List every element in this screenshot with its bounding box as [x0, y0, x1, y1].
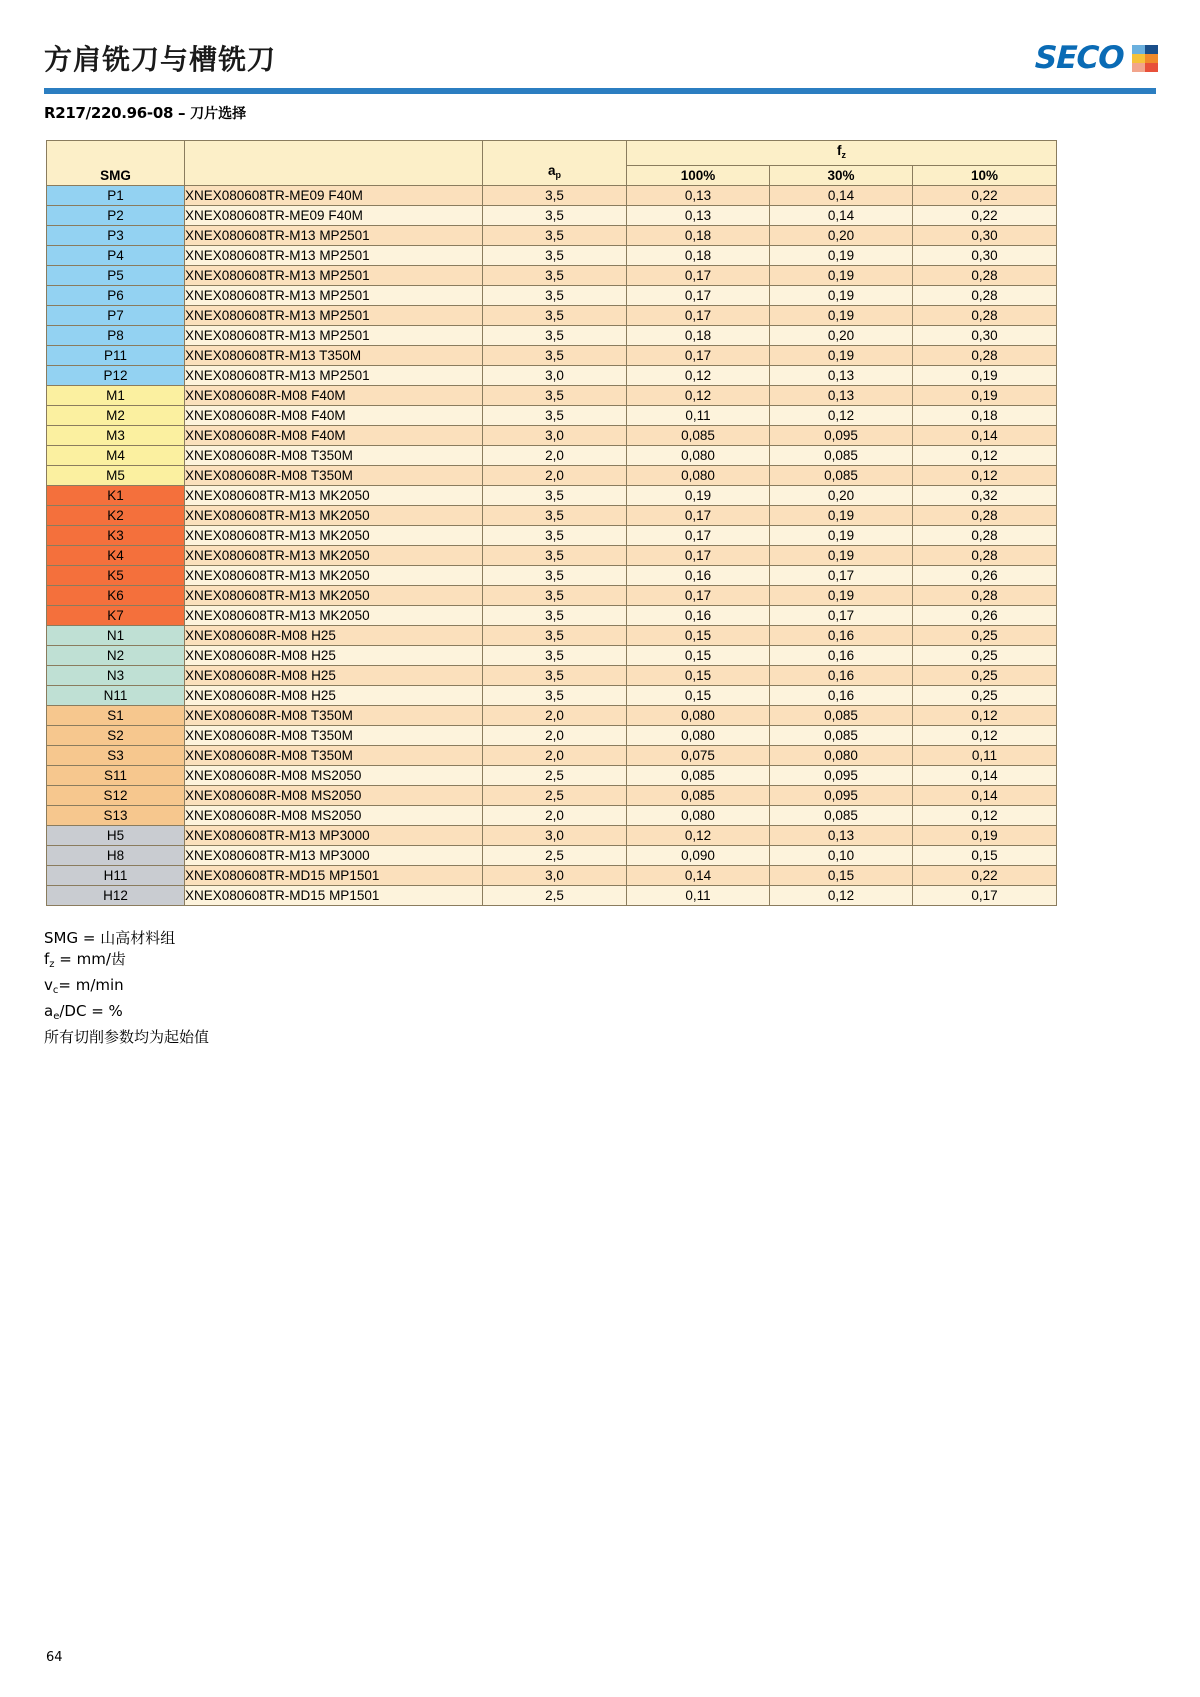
col-header-100pct: 100%	[627, 166, 770, 186]
cell-ap: 2,0	[483, 466, 627, 486]
cell-ap: 3,5	[483, 606, 627, 626]
cell-fz-10: 0,12	[913, 446, 1057, 466]
cell-fz-100: 0,18	[627, 326, 770, 346]
table-row	[47, 866, 1057, 886]
cell-smg: S13	[47, 806, 185, 826]
cell-ap: 2,0	[483, 726, 627, 746]
cell-fz-100: 0,11	[627, 406, 770, 426]
cell-designation: XNEX080608R-M08 T350M	[185, 746, 483, 766]
table-row	[47, 746, 1057, 766]
cell-smg: N11	[47, 686, 185, 706]
cell-fz-10: 0,12	[913, 726, 1057, 746]
cell-fz-10: 0,14	[913, 766, 1057, 786]
cell-fz-10: 0,25	[913, 666, 1057, 686]
cell-smg: M1	[47, 386, 185, 406]
cell-smg: P2	[47, 206, 185, 226]
insert-selection-table-wrap	[46, 140, 1056, 906]
cell-ap: 3,0	[483, 426, 627, 446]
cell-ap: 3,5	[483, 666, 627, 686]
cell-fz-30: 0,12	[770, 886, 913, 906]
cell-smg: N3	[47, 666, 185, 686]
cell-smg: N1	[47, 626, 185, 646]
cell-designation: XNEX080608R-M08 F40M	[185, 386, 483, 406]
cell-fz-10: 0,12	[913, 466, 1057, 486]
cell-designation: XNEX080608TR-M13 MK2050	[185, 566, 483, 586]
cell-fz-30: 0,085	[770, 446, 913, 466]
cell-fz-10: 0,19	[913, 826, 1057, 846]
cell-designation: XNEX080608TR-M13 MK2050	[185, 546, 483, 566]
cell-fz-100: 0,15	[627, 666, 770, 686]
cell-ap: 2,5	[483, 786, 627, 806]
cell-fz-30: 0,20	[770, 326, 913, 346]
cell-designation: XNEX080608TR-M13 T350M	[185, 346, 483, 366]
cell-ap: 3,5	[483, 486, 627, 506]
cell-fz-100: 0,080	[627, 806, 770, 826]
cell-ap: 3,0	[483, 826, 627, 846]
table-row	[47, 586, 1057, 606]
cell-fz-10: 0,22	[913, 866, 1057, 886]
cell-fz-10: 0,28	[913, 266, 1057, 286]
cell-ap: 3,5	[483, 586, 627, 606]
cell-designation: XNEX080608TR-M13 MP2501	[185, 226, 483, 246]
cell-fz-10: 0,30	[913, 226, 1057, 246]
cell-designation: XNEX080608TR-ME09 F40M	[185, 206, 483, 226]
cell-fz-30: 0,095	[770, 766, 913, 786]
cell-fz-30: 0,085	[770, 466, 913, 486]
table-row	[47, 606, 1057, 626]
cell-fz-10: 0,14	[913, 426, 1057, 446]
table-row	[47, 346, 1057, 366]
fz-subscript: z	[841, 150, 846, 160]
cell-fz-100: 0,090	[627, 846, 770, 866]
cell-fz-100: 0,11	[627, 886, 770, 906]
col-header-30pct: 30%	[770, 166, 913, 186]
cell-fz-30: 0,19	[770, 246, 913, 266]
cell-fz-30: 0,15	[770, 866, 913, 886]
cell-ap: 2,0	[483, 806, 627, 826]
cell-fz-10: 0,25	[913, 686, 1057, 706]
cell-fz-10: 0,28	[913, 526, 1057, 546]
cell-smg: H8	[47, 846, 185, 866]
table-row	[47, 186, 1057, 206]
cell-fz-10: 0,18	[913, 406, 1057, 426]
cell-designation: XNEX080608TR-M13 MK2050	[185, 486, 483, 506]
table-row	[47, 566, 1057, 586]
note-smg: SMG = 山高材料组	[44, 929, 176, 947]
cell-fz-100: 0,19	[627, 486, 770, 506]
cell-fz-30: 0,16	[770, 666, 913, 686]
cell-ap: 2,5	[483, 886, 627, 906]
table-row	[47, 246, 1057, 266]
cell-fz-30: 0,19	[770, 546, 913, 566]
cell-fz-100: 0,14	[627, 866, 770, 886]
cell-fz-100: 0,12	[627, 366, 770, 386]
cell-fz-30: 0,19	[770, 286, 913, 306]
cell-ap: 3,5	[483, 266, 627, 286]
cell-ap: 2,5	[483, 766, 627, 786]
table-row	[47, 546, 1057, 566]
cell-designation: XNEX080608TR-M13 MP2501	[185, 286, 483, 306]
cell-fz-10: 0,17	[913, 886, 1057, 906]
logo-swatch-1	[1132, 45, 1145, 54]
cell-ap: 3,0	[483, 866, 627, 886]
cell-fz-10: 0,14	[913, 786, 1057, 806]
cell-ap: 3,5	[483, 626, 627, 646]
table-row	[47, 526, 1057, 546]
cell-fz-30: 0,19	[770, 526, 913, 546]
cell-fz-100: 0,15	[627, 686, 770, 706]
table-row	[47, 386, 1057, 406]
cell-smg: S11	[47, 766, 185, 786]
cell-smg: H11	[47, 866, 185, 886]
cell-fz-100: 0,17	[627, 586, 770, 606]
cell-designation: XNEX080608TR-M13 MP3000	[185, 846, 483, 866]
cell-designation: XNEX080608TR-M13 MP2501	[185, 266, 483, 286]
cell-fz-10: 0,25	[913, 626, 1057, 646]
cell-ap: 3,0	[483, 366, 627, 386]
subtitle-description: 刀片选择	[190, 106, 247, 122]
cell-ap: 3,5	[483, 326, 627, 346]
cell-fz-10: 0,28	[913, 586, 1057, 606]
cell-fz-10: 0,28	[913, 286, 1057, 306]
cell-designation: XNEX080608R-M08 H25	[185, 626, 483, 646]
cell-smg: P11	[47, 346, 185, 366]
cell-smg: K5	[47, 566, 185, 586]
cell-designation: XNEX080608TR-M13 MK2050	[185, 506, 483, 526]
cell-smg: N2	[47, 646, 185, 666]
table-row	[47, 766, 1057, 786]
cell-fz-100: 0,080	[627, 726, 770, 746]
cell-smg: P1	[47, 186, 185, 206]
cell-designation: XNEX080608R-M08 MS2050	[185, 786, 483, 806]
cell-designation: XNEX080608R-M08 T350M	[185, 726, 483, 746]
cell-designation: XNEX080608TR-M13 MP2501	[185, 306, 483, 326]
table-row	[47, 826, 1057, 846]
cell-fz-30: 0,14	[770, 206, 913, 226]
cell-smg: H5	[47, 826, 185, 846]
cell-fz-100: 0,15	[627, 626, 770, 646]
cell-smg: K3	[47, 526, 185, 546]
cell-fz-30: 0,19	[770, 266, 913, 286]
cell-fz-10: 0,12	[913, 806, 1057, 826]
cell-fz-100: 0,080	[627, 706, 770, 726]
cell-fz-100: 0,17	[627, 306, 770, 326]
cell-smg: M4	[47, 446, 185, 466]
table-row	[47, 686, 1057, 706]
cell-fz-100: 0,13	[627, 186, 770, 206]
table-row	[47, 266, 1057, 286]
cell-ap: 3,5	[483, 646, 627, 666]
cell-fz-100: 0,15	[627, 646, 770, 666]
note-ae-dc: $a_e/DC$ = %	[44, 1002, 123, 1022]
cell-fz-30: 0,19	[770, 306, 913, 326]
cell-smg: M3	[47, 426, 185, 446]
cell-smg: M2	[47, 406, 185, 426]
cell-fz-30: 0,20	[770, 226, 913, 246]
cell-fz-100: 0,12	[627, 826, 770, 846]
footnotes	[44, 928, 209, 1048]
cell-fz-30: 0,16	[770, 686, 913, 706]
cell-fz-100: 0,18	[627, 226, 770, 246]
cell-designation: XNEX080608TR-MD15 MP1501	[185, 886, 483, 906]
note-starting-values: 所有切削参数均为起始值	[44, 1028, 210, 1046]
cell-fz-100: 0,080	[627, 466, 770, 486]
cell-fz-30: 0,085	[770, 726, 913, 746]
table-row	[47, 886, 1057, 906]
cell-designation: XNEX080608TR-M13 MP2501	[185, 326, 483, 346]
cell-smg: K4	[47, 546, 185, 566]
cell-designation: XNEX080608TR-M13 MP3000	[185, 826, 483, 846]
table-row	[47, 466, 1057, 486]
table-row	[47, 286, 1057, 306]
cell-fz-10: 0,25	[913, 646, 1057, 666]
cell-fz-10: 0,11	[913, 746, 1057, 766]
cell-fz-100: 0,17	[627, 286, 770, 306]
table-head	[47, 141, 1057, 186]
cell-fz-10: 0,28	[913, 546, 1057, 566]
section-subtitle	[44, 103, 246, 123]
cell-designation: XNEX080608TR-M13 MP2501	[185, 366, 483, 386]
cell-smg: K1	[47, 486, 185, 506]
cell-fz-30: 0,17	[770, 606, 913, 626]
cell-designation: XNEX080608R-M08 T350M	[185, 466, 483, 486]
logo-wordmark: SECO	[1034, 40, 1125, 76]
logo-swatch-5	[1132, 63, 1145, 72]
seco-logo	[1035, 40, 1158, 76]
cell-fz-100: 0,075	[627, 746, 770, 766]
cell-fz-10: 0,32	[913, 486, 1057, 506]
cell-fz-100: 0,17	[627, 546, 770, 566]
cell-ap: 3,5	[483, 406, 627, 426]
cell-ap: 3,5	[483, 526, 627, 546]
cell-fz-100: 0,080	[627, 446, 770, 466]
cell-ap: 3,5	[483, 226, 627, 246]
cell-smg: H12	[47, 886, 185, 906]
cell-ap: 3,5	[483, 686, 627, 706]
cell-fz-30: 0,19	[770, 506, 913, 526]
table-row	[47, 426, 1057, 446]
cell-fz-30: 0,19	[770, 346, 913, 366]
cell-fz-100: 0,17	[627, 506, 770, 526]
cell-ap: 3,5	[483, 286, 627, 306]
cell-fz-30: 0,12	[770, 406, 913, 426]
page-title: 方肩铣刀与槽铣刀	[44, 43, 277, 76]
col-header-10pct: 10%	[913, 166, 1057, 186]
cell-smg: K7	[47, 606, 185, 626]
table-row	[47, 326, 1057, 346]
cell-fz-30: 0,14	[770, 186, 913, 206]
cell-fz-30: 0,16	[770, 646, 913, 666]
cell-fz-30: 0,17	[770, 566, 913, 586]
cell-fz-100: 0,085	[627, 426, 770, 446]
cell-designation: XNEX080608R-M08 H25	[185, 666, 483, 686]
table-row	[47, 626, 1057, 646]
table-row	[47, 406, 1057, 426]
table-row	[47, 666, 1057, 686]
col-header-ap: $a_p$	[483, 141, 627, 186]
insert-selection-table	[46, 140, 1057, 906]
cell-designation: XNEX080608R-M08 MS2050	[185, 766, 483, 786]
table-row	[47, 306, 1057, 326]
cell-fz-100: 0,17	[627, 266, 770, 286]
cell-designation: XNEX080608TR-M13 MP2501	[185, 246, 483, 266]
cell-designation: XNEX080608R-M08 T350M	[185, 446, 483, 466]
cell-fz-30: 0,085	[770, 706, 913, 726]
table-row	[47, 706, 1057, 726]
cell-smg: S3	[47, 746, 185, 766]
table-row	[47, 786, 1057, 806]
cell-fz-10: 0,22	[913, 186, 1057, 206]
table-row	[47, 506, 1057, 526]
cell-ap: 3,5	[483, 506, 627, 526]
cell-fz-30: 0,13	[770, 386, 913, 406]
cell-smg: K2	[47, 506, 185, 526]
cell-fz-10: 0,19	[913, 366, 1057, 386]
cell-ap: 2,0	[483, 706, 627, 726]
cell-smg: P8	[47, 326, 185, 346]
logo-swatch-2	[1145, 45, 1158, 54]
cell-fz-100: 0,085	[627, 766, 770, 786]
cell-designation: XNEX080608TR-M13 MK2050	[185, 606, 483, 626]
cell-designation: XNEX080608TR-M13 MK2050	[185, 586, 483, 606]
cell-ap: 3,5	[483, 546, 627, 566]
table-head-row-1	[47, 141, 1057, 166]
table-row	[47, 806, 1057, 826]
cell-fz-10: 0,28	[913, 346, 1057, 366]
table-row	[47, 726, 1057, 746]
cell-ap: 3,5	[483, 186, 627, 206]
table-row	[47, 226, 1057, 246]
cell-designation: XNEX080608R-M08 H25	[185, 646, 483, 666]
cell-smg: S1	[47, 706, 185, 726]
page-header	[0, 0, 1200, 100]
cell-designation: XNEX080608R-M08 F40M	[185, 406, 483, 426]
cell-fz-30: 0,13	[770, 826, 913, 846]
cell-fz-100: 0,18	[627, 246, 770, 266]
cell-designation: XNEX080608R-M08 H25	[185, 686, 483, 706]
cell-fz-30: 0,10	[770, 846, 913, 866]
header-divider	[44, 88, 1156, 94]
table-row	[47, 366, 1057, 386]
logo-swatch-4	[1145, 54, 1158, 63]
cell-ap: 3,5	[483, 386, 627, 406]
cell-smg: P3	[47, 226, 185, 246]
cell-fz-30: 0,095	[770, 786, 913, 806]
cell-ap: 3,5	[483, 246, 627, 266]
ap-subscript: p	[555, 170, 561, 180]
cell-fz-30: 0,080	[770, 746, 913, 766]
cell-fz-100: 0,16	[627, 566, 770, 586]
logo-color-grid	[1132, 45, 1158, 72]
cell-designation: XNEX080608R-M08 F40M	[185, 426, 483, 446]
cell-fz-30: 0,20	[770, 486, 913, 506]
page-number: 64	[46, 1650, 63, 1665]
cell-ap: 3,5	[483, 566, 627, 586]
cell-fz-30: 0,085	[770, 806, 913, 826]
cell-designation: XNEX080608TR-MD15 MP1501	[185, 866, 483, 886]
cell-smg: P5	[47, 266, 185, 286]
cell-fz-100: 0,085	[627, 786, 770, 806]
product-code: R217/220.96-08	[44, 104, 174, 122]
cell-smg: S2	[47, 726, 185, 746]
cell-fz-10: 0,12	[913, 706, 1057, 726]
cell-designation: XNEX080608R-M08 MS2050	[185, 806, 483, 826]
cell-fz-100: 0,16	[627, 606, 770, 626]
cell-ap: 2,5	[483, 846, 627, 866]
col-header-smg: SMG	[47, 141, 185, 186]
table-row	[47, 206, 1057, 226]
cell-fz-30: 0,19	[770, 586, 913, 606]
logo-swatch-3	[1132, 54, 1145, 63]
table-row	[47, 846, 1057, 866]
cell-ap: 3,5	[483, 346, 627, 366]
table-row	[47, 486, 1057, 506]
cell-fz-10: 0,28	[913, 506, 1057, 526]
logo-swatch-6	[1145, 63, 1158, 72]
cell-fz-10: 0,30	[913, 246, 1057, 266]
note-fz: $f_z = mm/$齿	[44, 950, 126, 970]
cell-fz-30: 0,16	[770, 626, 913, 646]
cell-smg: P7	[47, 306, 185, 326]
cell-ap: 3,5	[483, 206, 627, 226]
cell-designation: XNEX080608TR-M13 MK2050	[185, 526, 483, 546]
cell-fz-10: 0,19	[913, 386, 1057, 406]
cell-smg: S12	[47, 786, 185, 806]
cell-ap: 3,5	[483, 306, 627, 326]
cell-fz-10: 0,30	[913, 326, 1057, 346]
table-row	[47, 646, 1057, 666]
cell-fz-10: 0,26	[913, 566, 1057, 586]
table-body	[47, 186, 1057, 906]
cell-fz-30: 0,13	[770, 366, 913, 386]
cell-fz-100: 0,12	[627, 386, 770, 406]
cell-ap: 2,0	[483, 446, 627, 466]
subtitle-separator: –	[173, 104, 191, 122]
cell-fz-10: 0,22	[913, 206, 1057, 226]
table-row	[47, 446, 1057, 466]
note-vc: $v_c= m/\min$	[44, 976, 124, 996]
cell-smg: M5	[47, 466, 185, 486]
cell-fz-100: 0,17	[627, 346, 770, 366]
cell-ap: 2,0	[483, 746, 627, 766]
cell-fz-10: 0,28	[913, 306, 1057, 326]
cell-designation: XNEX080608TR-ME09 F40M	[185, 186, 483, 206]
col-header-fz-group: $f_z$	[627, 141, 1057, 166]
cell-smg: P12	[47, 366, 185, 386]
cell-fz-100: 0,17	[627, 526, 770, 546]
cell-fz-100: 0,13	[627, 206, 770, 226]
cell-smg: P6	[47, 286, 185, 306]
cell-smg: K6	[47, 586, 185, 606]
cell-designation: XNEX080608R-M08 T350M	[185, 706, 483, 726]
col-header-designation	[185, 141, 483, 186]
cell-smg: P4	[47, 246, 185, 266]
cell-fz-30: 0,095	[770, 426, 913, 446]
cell-fz-10: 0,26	[913, 606, 1057, 626]
cell-fz-10: 0,15	[913, 846, 1057, 866]
